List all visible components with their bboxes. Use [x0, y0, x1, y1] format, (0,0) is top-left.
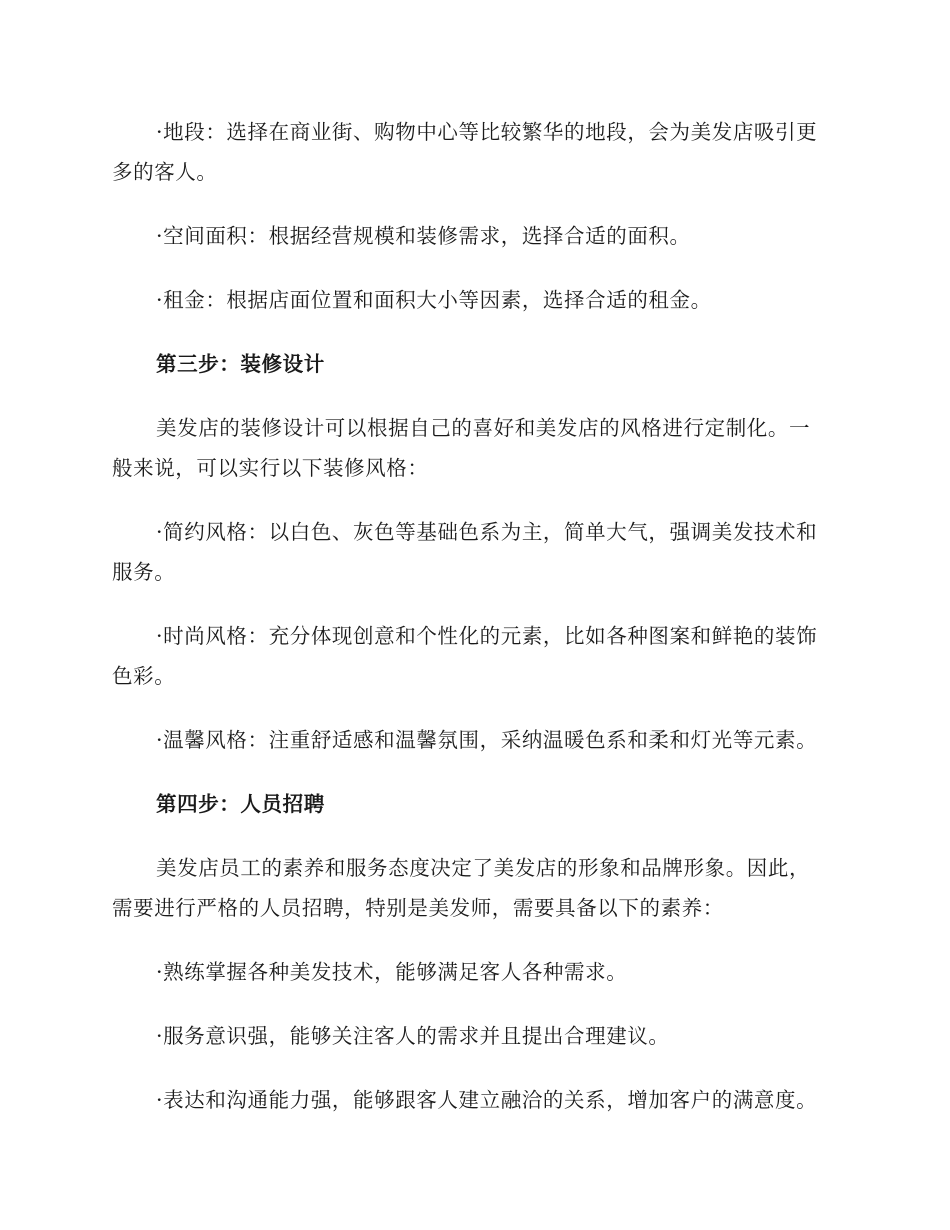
bullet-communication: ·表达和沟通能力强，能够跟客人建立融洽的关系，增加客户的满意度。 [156, 1088, 818, 1112]
bullet-warm-style: ·温馨风格：注重舒适感和温馨氛围，采纳温暖色系和柔和灯光等元素。 [156, 728, 818, 752]
bullet-rent: ·租金：根据店面位置和面积大小等因素，选择合适的租金。 [156, 288, 712, 312]
bullet-simple-style: ·简约风格：以白色、灰色等基础色系为主，简单大气，强调美发技术和服务。 [112, 520, 818, 584]
document-page [112, 112, 824, 1144]
bullet-location: ·地段：选择在商业街、购物中心等比较繁华的地段，会为美发店吸引更多的客人。 [112, 120, 818, 184]
paragraph-decoration-intro: 美发店的装修设计可以根据自己的喜好和美发店的风格进行定制化。一般来说，可以实行以下装修风格： [112, 416, 811, 480]
bullet-space-area: ·空间面积：根据经营规模和装修需求，选择合适的面积。 [156, 224, 691, 248]
heading-step-three: 第三步：装修设计 [156, 352, 325, 376]
bullet-fashion-style: ·时尚风格：充分体现创意和个性化的元素，比如各种图案和鲜艳的装饰色彩。 [112, 624, 818, 688]
bullet-service-awareness: ·服务意识强，能够关注客人的需求并且提出合理建议。 [156, 1024, 670, 1048]
paragraph-recruitment-intro: 美发店员工的素养和服务态度决定了美发店的形象和品牌形象。因此，需要进行严格的人员招聘，特别是美发师，需要具备以下的素养： [112, 856, 811, 920]
heading-step-four: 第四步：人员招聘 [156, 792, 325, 816]
bullet-skills: ·熟练掌握各种美发技术，能够满足客人各种需求。 [156, 960, 628, 984]
